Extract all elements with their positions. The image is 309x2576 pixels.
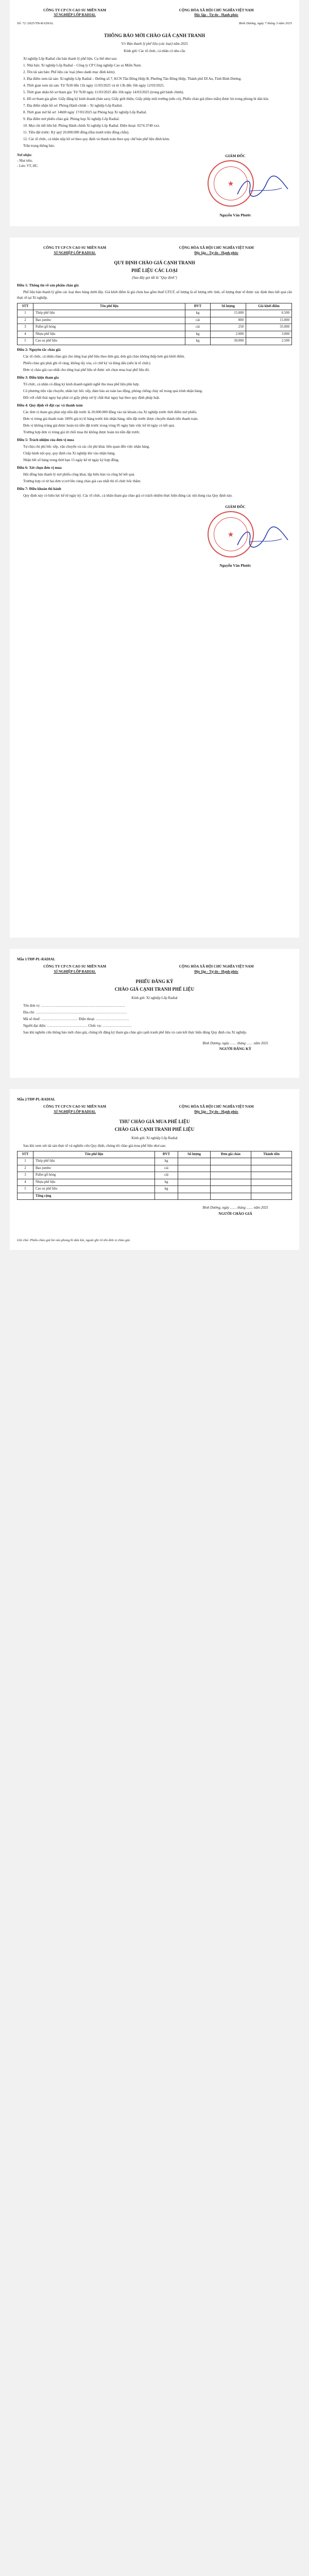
republic-block [141,964,292,974]
col-header: Giá khởi điểm [246,303,292,310]
closing-line: Trân trọng thông báo. [23,144,55,148]
form-line: Tên đơn vị: …………………………………………………………… [23,1003,125,1008]
notice-subtitle: V/v Bán thanh lý phế liệu (các loại) năm 2025 [121,41,188,46]
signer-title: NGƯỜI CHÀO GIÁ [218,1211,252,1216]
company-seal: ★ [208,511,254,557]
notice-item: 9. Địa điểm mở phiếu chào giá: Phòng họp Xí nghiệp Lốp Radial. [23,117,119,122]
section-heading: Điều 4: Quy định về đặt cọc và thanh toán [17,403,83,408]
section-body: Đơn vị không trúng giá được hoàn trả tiền đặt trước trong vòng 05 ngày làm việc kể từ ngày có kết quả. [23,423,175,428]
recipient: - Như trên; [17,159,33,163]
table-row: 4 Nhựa phế liệu kg [18,1179,292,1186]
salutation: Kính gửi: Xí nghiệp Lốp Radial [131,995,178,1000]
section-body: Phiếu chào giá phải ghi rõ ràng, không tẩy xóa, có chữ ký và đóng dấu (nếu là tổ chức). [23,361,151,365]
notice-item: 6. Hồ sơ tham gia gồm: Giấy đăng ký kinh doanh (bản sao), Giấy giới thiệu, Giấy phép môi trường (nếu có), Phiếu chào giá (theo mẫu) được bỏ trong phong bì dán kín. [23,97,269,101]
page-whitespace [17,571,292,931]
republic-block [141,8,292,18]
republic-block [141,246,292,256]
recipient: - Lưu: VT, HC. [17,164,39,168]
notice-signature-row [17,153,292,220]
signature-block [17,1205,292,1236]
col-header: ĐVT [155,1151,178,1158]
republic-name: CỘNG HÒA XÃ HỘI CHỦ NGHĨA VIỆT NAM [179,246,254,250]
motto: Độc lập - Tự do - Hạnh phúc [194,969,238,974]
company-name: CÔNG TY CP CN CAO SU MIỀN NAM [43,964,107,969]
form-title: PHIẾU ĐĂNG KÝ [135,978,174,984]
republic-name: CỘNG HÒA XÃ HỘI CHỦ NGHĨA VIỆT NAM [179,964,254,969]
factory-name: XÍ NGHIỆP LỐP RADIAL [54,969,96,974]
notice-title: THÔNG BÁO MỜI CHÀO GIÁ CẠNH TRANH [104,33,205,39]
section-body: Trường hợp đơn vị trúng giá từ chối mua thì không được hoàn trả tiền đặt trước. [23,430,141,434]
factory-name: XÍ NGHIỆP LỐP RADIAL [54,250,96,255]
form-line: Mã số thuế: ………………………… Điện thoại: ……………………… [23,1016,129,1021]
section-body: Phế liệu bán thanh lý gồm các loại theo bảng dưới đây. Giá khởi điểm là giá chưa bao gồm thuế GTGT, số lượng là số lượng ước tính, số lượng thực tế được xác định theo kết quả cân thực tế tại Xí nghiệp. [17,290,292,300]
col-header: Đơn giá chào [211,1151,251,1158]
notice-item: 3. Địa điểm xem tài sản: Xí nghiệp Lốp Radial – Đường số 7, KCN Tân Đông Hiệp B, Phường Tân Đông Hiệp, Thành phố Dĩ An, Tỉnh Bình Dương. [23,77,242,81]
section-heading: Điều 6: Xét chọn đơn vị mua [17,465,62,470]
issuer-block [17,964,132,974]
form-intro: Sau khi xem xét tài sản thực tế và nghiên cứu Quy định, chúng tôi chào giá mua phế liệu như sau: [23,1143,166,1148]
notice-item: 5. Thời gian nhận hồ sơ tham gia: Từ 7h30 ngày 11/03/2025 đến 16h ngày 14/03/2025 (trong giờ hành chính). [23,90,184,95]
document-date: Bình Dương, ngày 7 tháng 3 năm 2025 [238,21,292,25]
form-title: THƯ CHÀO GIÁ MUA PHẾ LIỆU [119,1118,190,1124]
signature-block [17,504,292,571]
republic-block [141,1105,292,1114]
company-seal: ★ [208,160,254,207]
col-header: ĐVT [185,303,211,310]
scrap-items-table [17,303,292,345]
recipients-label: Nơi nhận: [17,154,32,158]
intro-paragraph: Xí nghiệp Lốp Radial cần bán thanh lý phế liệu. Cụ thể như sau: [23,57,117,61]
signer-title: NGƯỜI ĐĂNG KÝ [219,1046,252,1052]
republic-name: CỘNG HÒA XÃ HỘI CHỦ NGHĨA VIỆT NAM [179,1105,254,1109]
document-header [17,8,292,18]
form-line: Người đại diện: …………………………… Chức vụ: …………………… [23,1023,132,1028]
signer-title: GIÁM ĐỐC [225,504,246,509]
issuer-block [17,246,132,256]
notice-page [10,0,299,226]
form-place-date: Bình Dương, ngày …… tháng …… năm 2025 [202,1041,268,1045]
section-body: Có phương tiện vận chuyển, nhân lực bốc xếp, đảm bảo an toàn lao động, phòng chống cháy nổ trong quá trình nhận hàng. [23,388,203,393]
table-row: 5 Cao su phế liệu kg [18,1186,292,1193]
notice-item: 7. Địa điểm nhận hồ sơ: Phòng Hành chính – Xí nghiệp Lốp Radial. [23,104,123,108]
price-offer-table [17,1151,292,1200]
col-header: Số lượng [211,303,246,310]
table-row: 1 Thép phế liệu kg [18,1158,292,1165]
form-place-date: Bình Dương, ngày …… tháng …… năm 2025 [202,1206,268,1210]
table-row: 3 Pallet gỗ hỏng cái [18,1172,292,1179]
document-meta [17,21,292,26]
issuer-block [17,1105,132,1114]
table-row: 2 Bao jumbo cái 800 15.000 [18,317,292,324]
notice-item: 2. Tên tài sản bán: Phế liệu các loại (theo danh mục đính kèm). [23,70,115,75]
signer-name: Nguyễn Văn Phước [219,212,251,217]
notice-item: 8. Thời gian mở hồ sơ: 14h00 ngày 17/03/2025 tại Phòng họp Xí nghiệp Lốp Radial. [23,110,147,115]
notice-item: 10. Mọi chi tiết liên hệ: Phòng Hành chính Xí nghiệp Lốp Radial. Điện thoại: 0274.3740 xxx. [23,124,160,128]
salutation: Kính gửi: Các tổ chức, cá nhân có nhu cầu [124,48,185,53]
table-row: 3 Pallet gỗ hỏng cái 250 35.000 [18,324,292,331]
total-row: Tổng cộng [18,1193,292,1200]
table-row: 4 Nhựa phế liệu kg 2.000 3.000 [18,331,292,338]
section-body: Chấp hành nội quy, quy định của Xí nghiệp khi vào nhận hàng. [23,451,116,455]
section-body: Tự chịu chi phí bốc xếp, vận chuyển và các chi phí khác liên quan đến việc nhận hàng. [23,444,150,449]
company-name: CÔNG TY CP CN CAO SU MIỀN NAM [43,246,107,250]
form-line: Địa chỉ: ………………………………………………………………… [23,1010,127,1014]
handwritten-signature [234,524,291,551]
table-row: 1 Thép phế liệu kg 15.000 6.500 [18,310,292,317]
section-body: Nhận hết số hàng trong thời hạn 15 ngày kể từ ngày ký hợp đồng. [23,457,119,462]
document-header [17,246,292,256]
signature-block [179,153,292,220]
form-code: Mẫu 1/TĐP-PL-RADIAL [17,957,56,961]
notice-item: 4. Thời gian xem tài sản: Từ 7h30 đến 11h ngày 11/03/2025 và từ 13h đến 16h ngày 12/03/2025. [23,83,165,88]
col-header: Số lượng [178,1151,211,1158]
motto: Độc lập - Tự do - Hạnh phúc [194,1109,238,1114]
rules-page [10,238,299,937]
signer-title: GIÁM ĐỐC [225,154,246,159]
document-header [17,1105,292,1114]
section-body: Các đơn vị tham gia phải nộp tiền đặt trước là 20.000.000 đồng vào tài khoản của Xí nghiệp trước thời điểm mở phiếu. [23,410,197,414]
salutation: Kính gửi: Xí nghiệp Lốp Radial [131,1136,178,1140]
section-body: Quy định này có hiệu lực kể từ ngày ký. Các tổ chức, cá nhân tham gia chào giá có trách nhiệm thực hiện đúng các nội dung của Quy định này. [23,493,233,498]
col-header: STT [18,303,33,310]
section-heading: Điều 1: Thông tin về sản phẩm chào giá [17,283,79,287]
registration-form-page [10,949,299,1078]
document-number: Số: 72 /2025/TB-RADIAL [17,21,54,25]
footer-note: Ghi chú: Phiếu chào giá bỏ vào phong bì dán kín, ngoài ghi rõ tên đơn vị chào giá. [17,1239,131,1243]
price-offer-form-page [10,1089,299,1250]
section-heading: Điều 5: Trách nhiệm của đơn vị mua [17,437,74,442]
section-body: Các tổ chức, cá nhân chào giá cho từng loại phế liệu theo đơn giá, đơn giá chào không thấp hơn giá khởi điểm. [23,354,185,359]
rules-subtitle: (Sau đây gọi tắt là "Quy định") [132,275,177,280]
issuer-block [17,8,132,18]
motto: Độc lập - Tự do - Hạnh phúc [194,13,238,18]
notice-items [17,63,292,142]
republic-name: CỘNG HÒA XÃ HỘI CHỦ NGHĨA VIỆT NAM [179,8,254,12]
company-name: CÔNG TY CP CN CAO SU MIỀN NAM [43,1105,107,1109]
table-row: 5 Cao su phế liệu kg 30.000 2.500 [18,338,292,345]
handwritten-signature [234,174,291,200]
notice-item: 12. Các tổ chức, cá nhân nộp hồ sơ theo quy định và thanh toán theo quy chế bán phế liệu đính kèm. [23,137,170,142]
form-code: Mẫu 2/TĐP-PL-RADIAL [17,1097,56,1101]
table-row: 2 Bao jumbo cái [18,1165,292,1172]
section-heading: Điều 3: Điều kiện tham gia [17,375,59,380]
form-line: Sau khi nghiên cứu thông báo mời chào giá, chúng tôi đăng ký tham gia chào giá cạnh tranh phế liệu và cam kết thực hiện đúng Quy định của Xí nghiệp. [23,1030,247,1035]
document-header [17,964,292,974]
factory-name: XÍ NGHIỆP LỐP RADIAL [54,13,96,18]
section-body: Trường hợp có từ hai đơn vị trở lên cùng chào giá cao nhất thì tổ chức bốc thăm. [23,479,141,483]
section-heading: Điều 2: Nguyên tắc chào giá [17,347,61,352]
form-title-2: CHÀO GIÁ CẠNH TRANH PHẾ LIỆU [114,986,195,992]
rules-title-2: PHẾ LIỆU CÁC LOẠI [131,267,178,273]
section-body: Tổ chức, cá nhân có đăng ký kinh doanh ngành nghề thu mua phế liệu phù hợp. [23,382,140,386]
col-header: Tên phế liệu [33,1151,155,1158]
rules-title: QUY ĐỊNH CHÀO GIÁ CẠNH TRANH [114,260,195,266]
recipients [17,153,39,220]
col-header: Thành tiền [251,1151,292,1158]
form-title-2: CHÀO GIÁ CẠNH TRANH PHẾ LIỆU [114,1126,195,1132]
section-body: Hội đồng bán thanh lý mở phiếu công khai, lập biên bản và công bố kết quả. [23,472,135,477]
col-header: Tên phế liệu [33,303,185,310]
notice-item: 11. Tiền đặt trước: Ký quỹ 20.000.000 đồng (Hai mươi triệu đồng chẵn). [23,130,130,135]
section-heading: Điều 7: Điều khoản thi hành [17,486,61,491]
notice-item: 1. Nhà bán: Xí nghiệp Lốp Radial – Công ty CP Công nghiệp Cao su Miền Nam. [23,63,142,68]
signer-name: Nguyễn Văn Phước [219,563,251,568]
section-body: Đơn vị trúng giá thanh toán 100% giá trị lô hàng trước khi nhận hàng, tiền đặt trước được chuyển thành tiền thanh toán. [23,416,198,421]
section-body: Đơn vị chào giá cao nhất cho từng loại phế liệu sẽ được xét chọn mua loại phế liệu đó. [23,367,150,372]
signature-block [17,1041,292,1072]
motto: Độc lập - Tự do - Hạnh phúc [194,250,238,255]
section-body: Đối với chất thải nguy hại phải có giấy phép xử lý chất thải nguy hại theo quy định pháp luật. [23,395,160,400]
company-name: CÔNG TY CP CN CAO SU MIỀN NAM [43,8,107,12]
col-header: STT [18,1151,33,1158]
factory-name: XÍ NGHIỆP LỐP RADIAL [54,1109,96,1114]
